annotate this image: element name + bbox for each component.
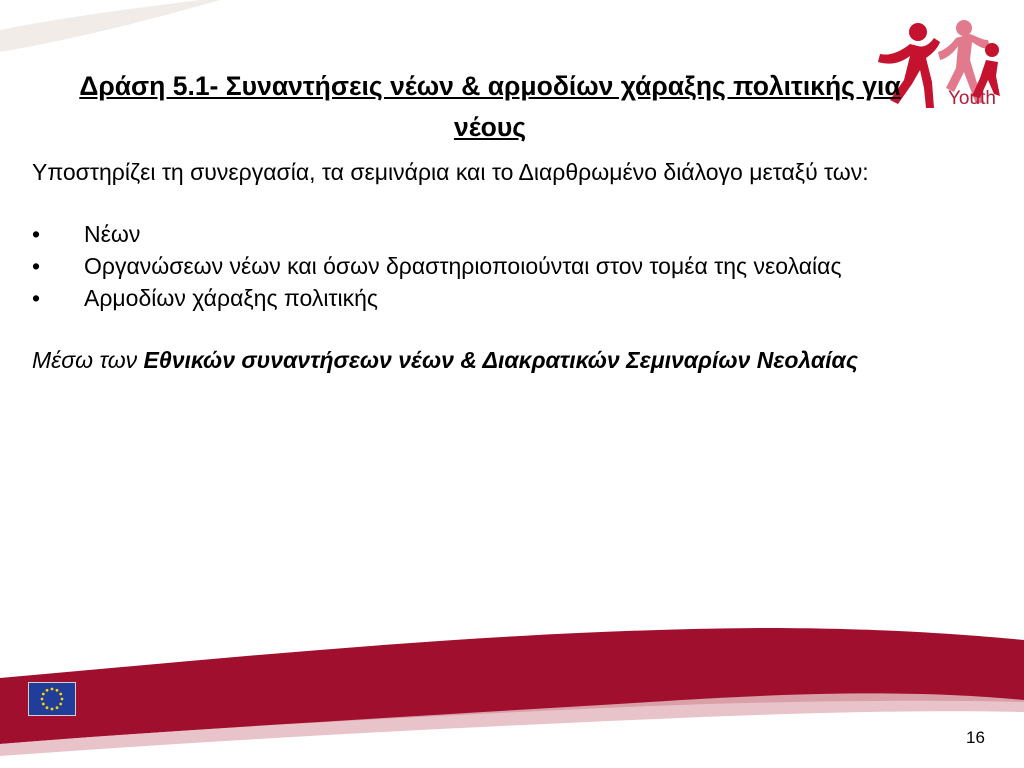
page-number: 16 [966, 728, 985, 747]
youth-logo-label: Youth [948, 88, 996, 109]
slide-body [32, 156, 952, 376]
intro-text: Υποστηρίζει τη συνεργασία, τα σεμινάρια και το Διαρθρωμένο διάλογο μεταξύ των: [32, 159, 869, 185]
bullet-text: Οργανώσεων νέων και όσων δραστηριοποιούνται στον τομέα της νεολαίας [84, 253, 842, 279]
bottom-swoosh-decoration [0, 620, 1024, 768]
eu-flag-icon [28, 682, 76, 716]
slide-title: Δράση 5.1- Συναντήσεις νέων & αρμοδίων χάραξης πολιτικής για νέους [79, 71, 901, 142]
bullet-marker: • [32, 285, 41, 311]
bullet-item [32, 218, 952, 250]
bullet-text: Νέων [84, 221, 141, 247]
bullet-marker: • [32, 221, 41, 247]
bullet-marker: • [32, 253, 41, 279]
closing-prefix: Μέσω των [32, 347, 144, 373]
closing-emphasis: Εθνικών συναντήσεων νέων & Διακρατικών Σεμιναρίων Νεολαίας [143, 347, 858, 373]
bullet-text: Αρμοδίων χάραξης πολιτικής [84, 285, 379, 311]
bullet-item [32, 282, 952, 314]
bullet-item [32, 250, 952, 282]
closing-text [32, 344, 952, 376]
top-swoosh-decoration [0, 0, 220, 60]
